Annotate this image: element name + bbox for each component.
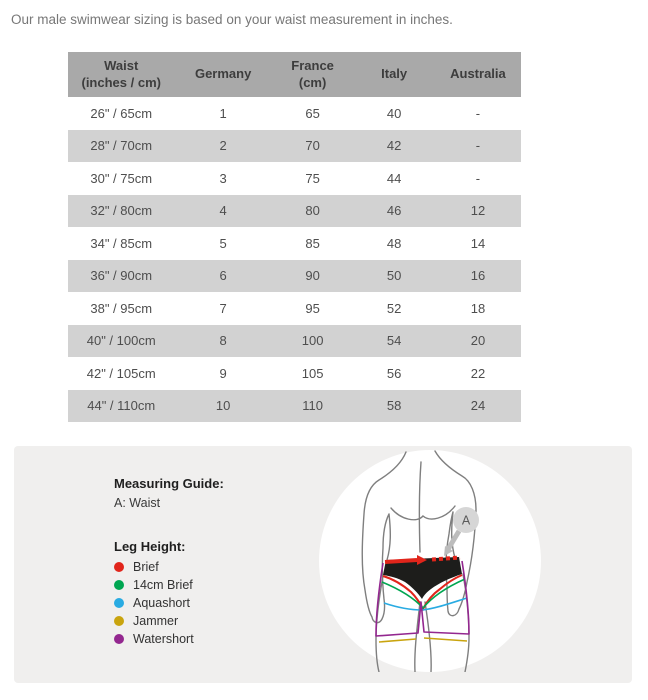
table-cell: 75 [305,170,320,186]
table-row [68,292,521,325]
size-table [68,52,521,422]
waist-measure-line [385,560,417,562]
table-cell: 40 [386,105,402,121]
table-cell: 3 [219,170,227,186]
figure-illustration-circle [319,450,541,672]
legend-item [114,630,194,648]
table-row [68,390,521,423]
legend-item [114,594,194,612]
table-cell: 100 [301,333,324,349]
table-cell: 48 [386,235,402,251]
size-table-body [68,97,521,422]
table-cell: 105 [301,365,324,381]
table-cell: 85 [305,235,320,251]
table-row [68,162,521,195]
leg-height-legend [114,558,194,648]
legend-item [114,576,194,594]
table-cell: 26" / 65cm [90,105,153,121]
measuring-guide-panel [14,446,632,683]
legend-label: Jammer [133,614,179,628]
header-cell: Italy [353,52,435,97]
table-row [68,130,521,163]
legend-dot-icon [114,562,124,572]
table-cell: 90 [305,268,320,284]
table-cell: 4 [219,203,227,219]
legend-dot-icon [114,598,124,608]
table-row [68,195,521,228]
table-cell: 42 [386,138,402,154]
header-cell: Waist (inches / cm) [68,52,174,97]
table-cell: 65 [305,105,320,121]
jammer-line [379,638,467,642]
table-cell: 14 [470,235,486,251]
legend-label: Brief [133,560,159,574]
header-cell: Australia [435,52,521,97]
table-row [68,357,521,390]
legend-item [114,558,194,576]
header-cell: France (cm) [272,52,354,97]
table-cell: 30" / 75cm [90,170,153,186]
table-cell: 18 [470,300,486,316]
table-cell: 56 [386,365,402,381]
table-cell: 8 [219,333,227,349]
table-cell: 95 [305,300,320,316]
table-cell: 40" / 100cm [86,333,156,349]
table-row [68,227,521,260]
table-cell: 12 [470,203,486,219]
size-table-header-row [68,52,521,97]
table-cell: 70 [305,138,320,154]
table-cell: 24 [470,398,486,414]
table-cell: 44" / 110cm [87,398,156,414]
table-row [68,325,521,358]
table-cell: 20 [470,333,486,349]
table-cell: 34" / 85cm [90,235,153,251]
page-title: Our male swimwear sizing is based on your waist measurement in inches. [11,12,453,27]
legend-dot-icon [114,616,124,626]
table-cell: 44 [386,170,402,186]
table-cell: - [475,170,481,186]
table-cell: 110 [302,398,323,414]
table-cell: 5 [219,235,227,251]
table-cell: 32" / 80cm [90,203,153,219]
table-cell: 1 [219,105,227,121]
table-cell: 52 [386,300,402,316]
table-cell: 58 [386,398,402,414]
table-cell: 42" / 105cm [86,365,156,381]
legend-dot-icon [114,580,124,590]
table-cell: 2 [219,138,227,154]
body-figure-illustration [319,450,541,672]
table-cell: 9 [219,365,227,381]
leg-height-title: Leg Height: [114,539,186,554]
legend-label: 14cm Brief [133,578,193,592]
table-cell: 16 [470,268,486,284]
table-cell: 36" / 90cm [90,268,153,284]
table-cell: 38" / 95cm [90,300,153,316]
table-cell: 50 [386,268,402,284]
measuring-guide-title: Measuring Guide: [114,476,224,491]
header-cell: Germany [174,52,271,97]
table-row [68,97,521,130]
table-cell: 7 [219,300,227,316]
table-cell: - [475,105,481,121]
legend-label: Watershort [133,632,194,646]
table-cell: 10 [215,398,231,414]
table-cell: 54 [386,333,402,349]
marker-a-label: A [461,513,471,528]
table-cell: 28" / 70cm [90,138,153,154]
table-cell: 22 [470,365,486,381]
table-cell: - [475,138,481,154]
legend-item [114,612,194,630]
table-cell: 46 [386,203,402,219]
legend-label: Aquashort [133,596,190,610]
table-cell: 6 [219,268,227,284]
legend-dot-icon [114,634,124,644]
measuring-guide-item-a-waist: A: Waist [114,496,161,510]
table-row [68,260,521,293]
table-cell: 80 [305,203,320,219]
